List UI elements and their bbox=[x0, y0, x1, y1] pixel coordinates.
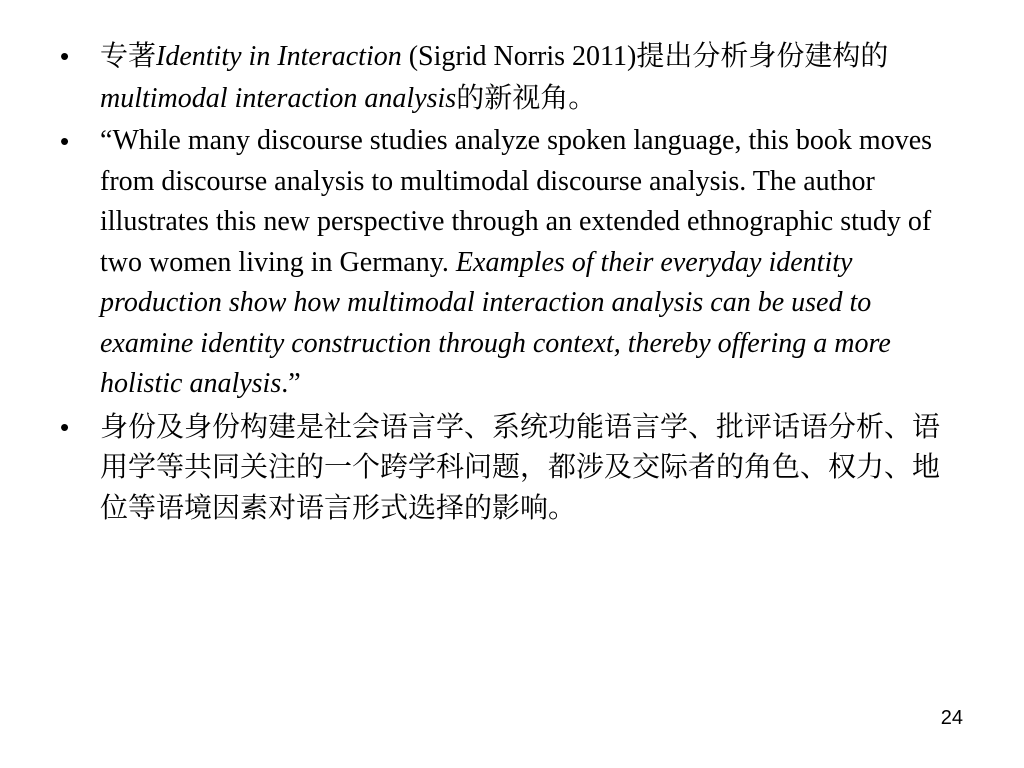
bullet-item-quote bbox=[60, 121, 965, 405]
identity-paragraph: 身份及身份构建是社会语言学、系统功能语言学、批评话语分析、语用学等共同关注的一个跨学科问题，都涉及交际者的角色、权力、地位等语境因素对语言形式选择的影响。 bbox=[100, 409, 941, 524]
page-number: 24 bbox=[940, 707, 963, 729]
bullet-middle-cjk: 提出分析身份建构的 bbox=[636, 39, 889, 72]
analysis-term: multimodal interaction analysis bbox=[100, 82, 457, 114]
bullet-item-identity bbox=[60, 407, 965, 529]
bullet-dot-icon: • bbox=[60, 41, 70, 71]
bullet-tail-cjk: 的新视角。 bbox=[456, 80, 597, 114]
book-citation: (Sigrid Norris 2011) bbox=[401, 41, 637, 72]
bullet-list bbox=[60, 36, 965, 530]
quote-open: “ bbox=[100, 125, 113, 156]
quote-italic-text: Examples of their everyday identity production show how multimodal interaction analysis can be used to examine identity construction through context, thereby offering a more holistic analysis bbox=[100, 246, 891, 399]
bullet-dot-icon: • bbox=[60, 126, 70, 156]
quote-plain-text: While many discourse studies analyze spoken language, this book moves from discourse analysis to multimodal discourse analysis. The author illustrates this new perspective through an extended ethnographic study of two women living in Germany. bbox=[100, 125, 933, 278]
bullet-dot-icon: • bbox=[60, 411, 70, 442]
book-title: Identity in Interaction bbox=[156, 41, 402, 72]
bullet-lead-cjk: 专著 bbox=[100, 39, 157, 72]
bullet-item-book bbox=[60, 36, 965, 119]
quote-close: .” bbox=[281, 368, 301, 399]
